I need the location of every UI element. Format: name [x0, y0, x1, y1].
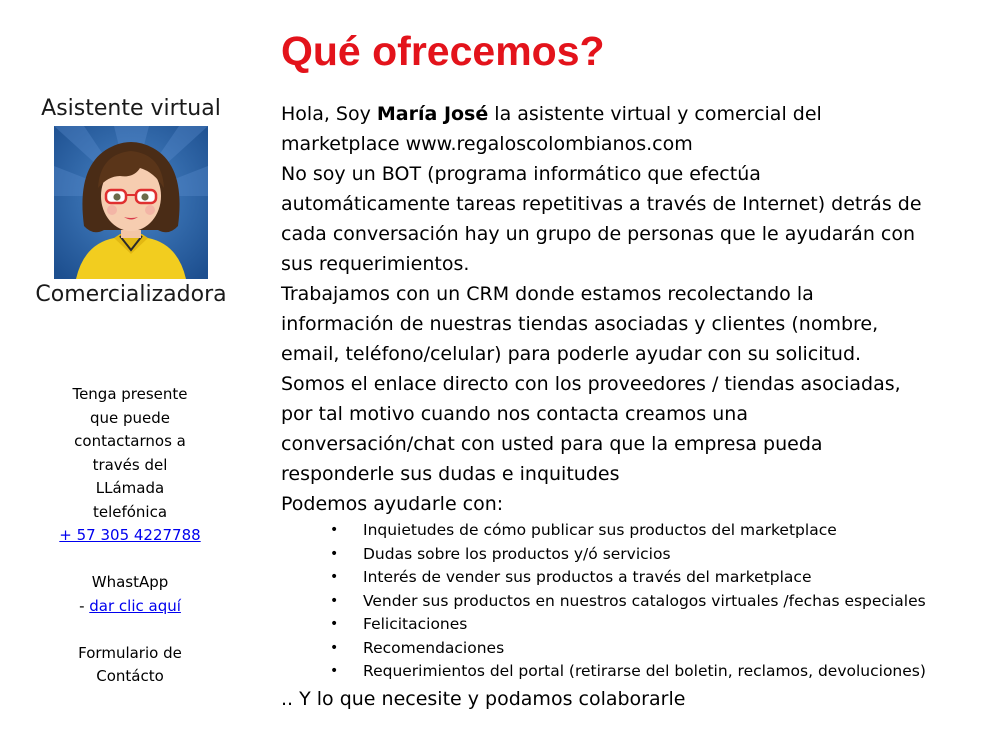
body-line: Trabajamos con un CRM donde estamos recolectando la: [281, 283, 814, 305]
page-title: Qué ofrecemos?: [281, 28, 605, 74]
list-item: • Interés de vender sus productos a través del marketplace: [281, 566, 981, 590]
main-body: [281, 99, 981, 714]
whatsapp-prefix: -: [79, 596, 90, 615]
body-line: conversación/chat con usted para que la empresa pueda: [281, 433, 823, 455]
body-line: marketplace www.regaloscolombianos.com: [281, 133, 693, 155]
whatsapp-line: [40, 595, 220, 619]
body-line: sus requerimientos.: [281, 253, 470, 275]
list-item: • Vender sus productos en nuestros catalogos virtuales /fechas especiales: [281, 590, 981, 614]
services-list: [281, 519, 981, 684]
phone-line: [40, 524, 220, 548]
body-line: por tal motivo cuando nos contacta creamos una: [281, 403, 748, 425]
contact-text-line: que puede: [89, 408, 171, 427]
contact-text-line: través del: [92, 455, 168, 474]
assistant-name: María José: [376, 103, 489, 125]
contact-text-line: contactarnos a: [74, 432, 186, 450]
phone-link[interactable]: + 57 305 4227788: [59, 526, 201, 544]
body-line: No soy un BOT (programa informático que efectúa: [281, 163, 761, 185]
avatar-caption-bottom: Comercializadora: [35, 282, 227, 307]
body-line: Somos el enlace directo con los proveedores / tiendas asociadas,: [281, 373, 901, 395]
body-line: cada conversación hay un grupo de personas que le ayudarán con: [281, 223, 916, 245]
intro-suffix: la asistente virtual y comercial del: [488, 103, 822, 125]
contact-info: [40, 383, 220, 689]
whatsapp-label: WhastApp: [91, 573, 169, 591]
list-item: • Dudas sobre los productos y/ó servicios: [281, 543, 981, 567]
contact-text-line: LLámada: [95, 479, 165, 497]
body-line: email, teléfono/celular) para poderle ayudar con su solicitud.: [281, 343, 862, 365]
body-line: responderle sus dudas e inquitudes: [281, 463, 620, 485]
avatar-caption-top: Asistente virtual: [41, 96, 221, 121]
spacer: [40, 548, 220, 572]
body-line: automáticamente tareas repetitivas a través de Internet) detrás de: [281, 193, 922, 215]
contact-text-line: telefónica: [92, 502, 168, 521]
form-label-line2: Contácto: [96, 667, 164, 685]
spacer: [40, 618, 220, 642]
list-item: • Felicitaciones: [281, 613, 981, 637]
closing-line: .. Y lo que necesite y podamos colaborarle: [281, 687, 686, 710]
body-line: información de nuestras tiendas asociadas y clientes (nombre,: [281, 313, 879, 335]
list-item: • Recomendaciones: [281, 637, 981, 661]
form-label-line1: Formulario de: [78, 643, 182, 662]
contact-text-line: Tenga presente: [72, 385, 188, 403]
virtual-assistant-avatar: [54, 126, 208, 279]
whatsapp-link[interactable]: dar clic aquí: [89, 596, 181, 615]
intro-prefix: Hola, Soy: [281, 103, 377, 125]
intro-line: [281, 99, 981, 129]
list-item: • Inquietudes de cómo publicar sus productos del marketplace: [281, 519, 981, 543]
body-line: Podemos ayudarle con:: [281, 493, 504, 515]
list-item: • Requerimientos del portal (retirarse del boletin, reclamos, devoluciones): [281, 660, 981, 684]
